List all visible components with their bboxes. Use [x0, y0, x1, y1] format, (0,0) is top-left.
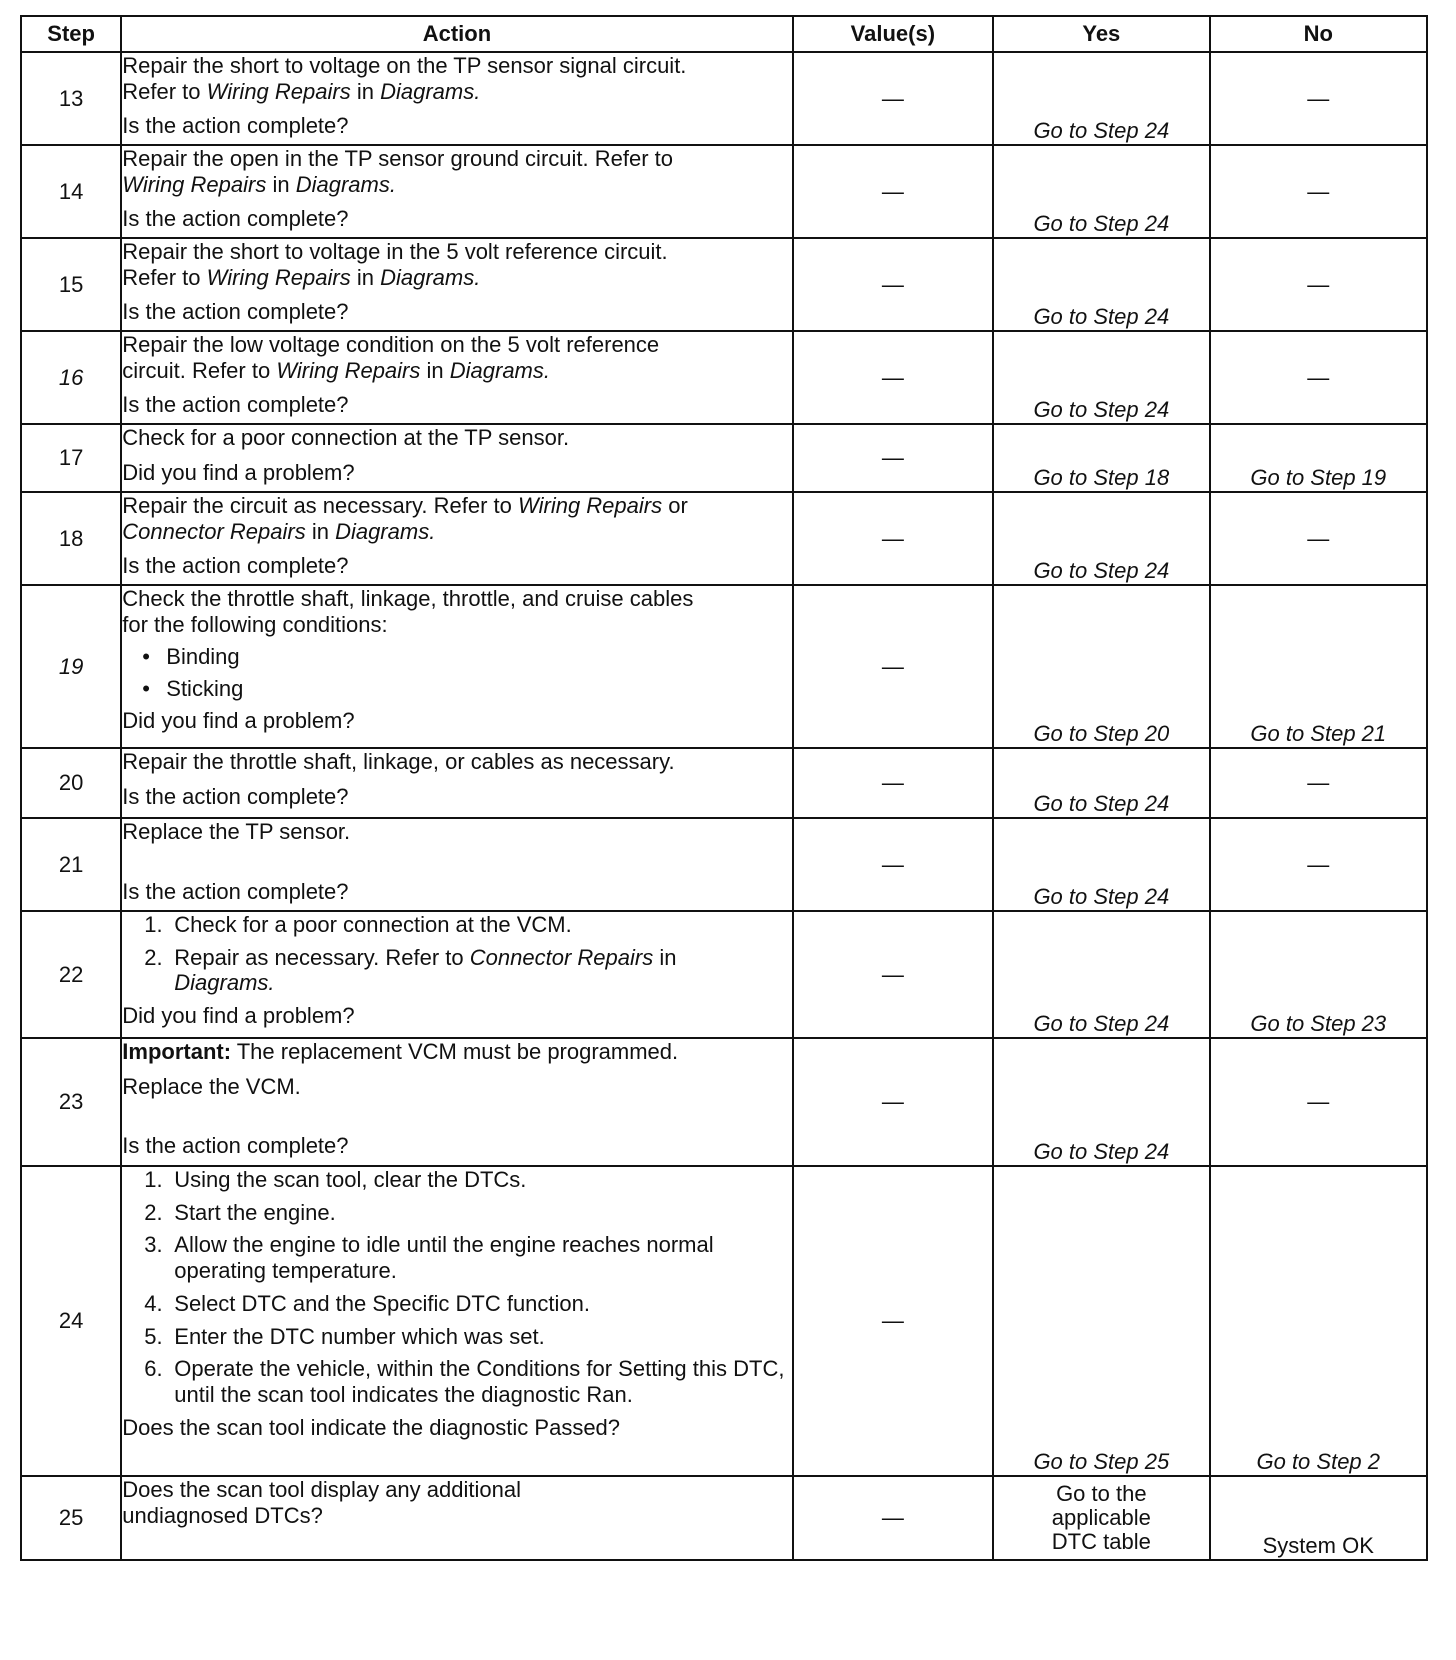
- action-text: Replace the VCM.: [122, 1073, 301, 1099]
- action-question: Is the action complete?: [122, 1133, 349, 1159]
- action-text: Refer to Wiring Repairs in Diagrams.: [122, 264, 481, 290]
- step-number: 17: [21, 424, 121, 492]
- action-text: Refer to Wiring Repairs in Diagrams.: [122, 78, 481, 104]
- action-question: Is the action complete?: [122, 206, 349, 232]
- list-item: 1. Using the scan tool, clear the DTCs.: [144, 1167, 527, 1192]
- yes-cell: Go to Step 24: [993, 52, 1209, 145]
- step-number: 16: [21, 331, 121, 424]
- step-number: 18: [21, 492, 121, 585]
- action-text: Does the scan tool display any additional: [122, 1477, 521, 1502]
- action-cell: [121, 52, 792, 145]
- no-cell: —: [1210, 52, 1427, 145]
- action-text: Repair the short to voltage on the TP sensor signal circuit.: [122, 53, 687, 78]
- header-yes: Yes: [993, 16, 1209, 52]
- action-question: Is the action complete?: [122, 783, 349, 809]
- table-row: [21, 52, 1427, 145]
- action-cell: [121, 331, 792, 424]
- action-text: Repair the circuit as necessary. Refer to Wiring Repairs or: [122, 493, 688, 518]
- list-item: 6. Operate the vehicle, within the Conditions for Setting this DTC, until the scan tool indicates the diagnostic Ran.: [144, 1356, 785, 1408]
- action-text: Repair the short to voltage in the 5 volt reference circuit.: [122, 239, 668, 264]
- header-action: Action: [121, 16, 792, 52]
- step-number: 14: [21, 145, 121, 238]
- yes-cell: Go to Step 25: [993, 1166, 1209, 1476]
- action-text: circuit. Refer to Wiring Repairs in Diagrams.: [122, 357, 550, 383]
- action-cell: [121, 492, 792, 585]
- action-question: Does the scan tool indicate the diagnostic Passed?: [122, 1414, 621, 1440]
- list-item: 2. Start the engine.: [144, 1199, 336, 1225]
- no-cell: —: [1210, 1038, 1427, 1166]
- table-row: [21, 424, 1427, 492]
- action-cell: [121, 145, 792, 238]
- no-cell: —: [1210, 748, 1427, 818]
- action-question: Is the action complete?: [122, 392, 349, 418]
- yes-cell: Go to Step 24: [993, 818, 1209, 911]
- action-text: Check for a poor connection at the TP sensor.: [122, 425, 570, 450]
- yes-cell: Go to Step 24: [993, 238, 1209, 331]
- table-row: [21, 818, 1427, 911]
- value-cell: —: [793, 911, 994, 1038]
- action-cell: [121, 424, 792, 492]
- action-text: Check the throttle shaft, linkage, throttle, and cruise cables: [122, 586, 694, 611]
- table-row: [21, 492, 1427, 585]
- step-number: 23: [21, 1038, 121, 1166]
- action-text: Repair the open in the TP sensor ground circuit. Refer to: [122, 146, 673, 171]
- step-number: 13: [21, 52, 121, 145]
- step-number: 24: [21, 1166, 121, 1476]
- no-cell: —: [1210, 238, 1427, 331]
- no-cell: Go to Step 19: [1210, 424, 1427, 492]
- value-cell: —: [793, 492, 994, 585]
- table-row: [21, 911, 1427, 1038]
- value-cell: —: [793, 1038, 994, 1166]
- table-row: [21, 331, 1427, 424]
- action-cell: [121, 748, 792, 818]
- step-number: 25: [21, 1476, 121, 1560]
- step-number: 15: [21, 238, 121, 331]
- diagnostic-table: [20, 15, 1428, 1561]
- no-cell: System OK: [1210, 1476, 1427, 1560]
- step-number: 22: [21, 911, 121, 1038]
- list-item: • Sticking: [142, 676, 244, 702]
- header-no: No: [1210, 16, 1427, 52]
- value-cell: —: [793, 145, 994, 238]
- action-cell: [121, 1476, 792, 1560]
- step-number: 21: [21, 818, 121, 911]
- table-row: [21, 145, 1427, 238]
- no-cell: —: [1210, 331, 1427, 424]
- action-text: Wiring Repairs in Diagrams.: [122, 171, 396, 197]
- action-cell: [121, 1166, 792, 1476]
- yes-cell: Go to Step 24: [993, 1038, 1209, 1166]
- yes-cell: Go to Step 20: [993, 585, 1209, 748]
- action-cell: [121, 585, 792, 748]
- yes-cell: Go to Step 24: [993, 145, 1209, 238]
- action-text: Important: The replacement VCM must be programmed.: [122, 1039, 679, 1064]
- no-cell: Go to Step 23: [1210, 911, 1427, 1038]
- value-cell: —: [793, 1166, 994, 1476]
- value-cell: —: [793, 331, 994, 424]
- action-question: Is the action complete?: [122, 113, 349, 139]
- action-text: Repair the throttle shaft, linkage, or cables as necessary.: [122, 749, 675, 774]
- list-item: 5. Enter the DTC number which was set.: [144, 1323, 545, 1349]
- action-text: for the following conditions:: [122, 611, 388, 637]
- header-step: Step: [21, 16, 121, 52]
- header-row: [21, 16, 1427, 52]
- action-question: Is the action complete?: [122, 553, 349, 579]
- list-item: 1. Check for a poor connection at the VCM.: [144, 912, 572, 937]
- action-question: Is the action complete?: [122, 878, 349, 904]
- yes-cell: Go to Step 24: [993, 911, 1209, 1038]
- value-cell: —: [793, 238, 994, 331]
- list-item: 2. Repair as necessary. Refer to Connector Repairs in Diagrams.: [144, 944, 677, 996]
- table-row: [21, 585, 1427, 748]
- value-cell: —: [793, 1476, 994, 1560]
- no-cell: Go to Step 21: [1210, 585, 1427, 748]
- action-question: Is the action complete?: [122, 299, 349, 325]
- header-values: Value(s): [793, 16, 994, 52]
- step-number: 19: [21, 585, 121, 748]
- action-cell: [121, 818, 792, 911]
- action-text: Repair the low voltage condition on the 5 volt reference: [122, 332, 660, 357]
- action-question: Did you find a problem?: [122, 1003, 355, 1029]
- table-row: [21, 1166, 1427, 1476]
- action-text: undiagnosed DTCs?: [122, 1502, 323, 1528]
- yes-cell: Go to the applicable DTC table: [993, 1476, 1209, 1560]
- list-item: 3. Allow the engine to idle until the engine reaches normal operating temperature.: [144, 1232, 714, 1284]
- action-question: Did you find a problem?: [122, 459, 355, 485]
- instruction-list: [122, 1167, 791, 1408]
- condition-list: [122, 644, 791, 701]
- action-question: Did you find a problem?: [122, 707, 355, 733]
- value-cell: —: [793, 585, 994, 748]
- instruction-list: [122, 912, 791, 996]
- step-number: 20: [21, 748, 121, 818]
- no-cell: —: [1210, 492, 1427, 585]
- yes-cell: Go to Step 24: [993, 492, 1209, 585]
- value-cell: —: [793, 424, 994, 492]
- yes-cell: Go to Step 18: [993, 424, 1209, 492]
- value-cell: —: [793, 748, 994, 818]
- table-row: [21, 238, 1427, 331]
- yes-cell: Go to Step 24: [993, 748, 1209, 818]
- table-row: [21, 1038, 1427, 1166]
- list-item: • Binding: [142, 644, 240, 670]
- action-text: Connector Repairs in Diagrams.: [122, 518, 436, 544]
- action-text: Replace the TP sensor.: [122, 819, 351, 844]
- table-row: [21, 1476, 1427, 1560]
- action-cell: [121, 911, 792, 1038]
- yes-cell: Go to Step 24: [993, 331, 1209, 424]
- action-cell: [121, 1038, 792, 1166]
- action-cell: [121, 238, 792, 331]
- no-cell: —: [1210, 818, 1427, 911]
- table-row: [21, 748, 1427, 818]
- value-cell: —: [793, 52, 994, 145]
- list-item: 4. Select DTC and the Specific DTC function.: [144, 1290, 590, 1316]
- no-cell: —: [1210, 145, 1427, 238]
- no-cell: Go to Step 2: [1210, 1166, 1427, 1476]
- value-cell: —: [793, 818, 994, 911]
